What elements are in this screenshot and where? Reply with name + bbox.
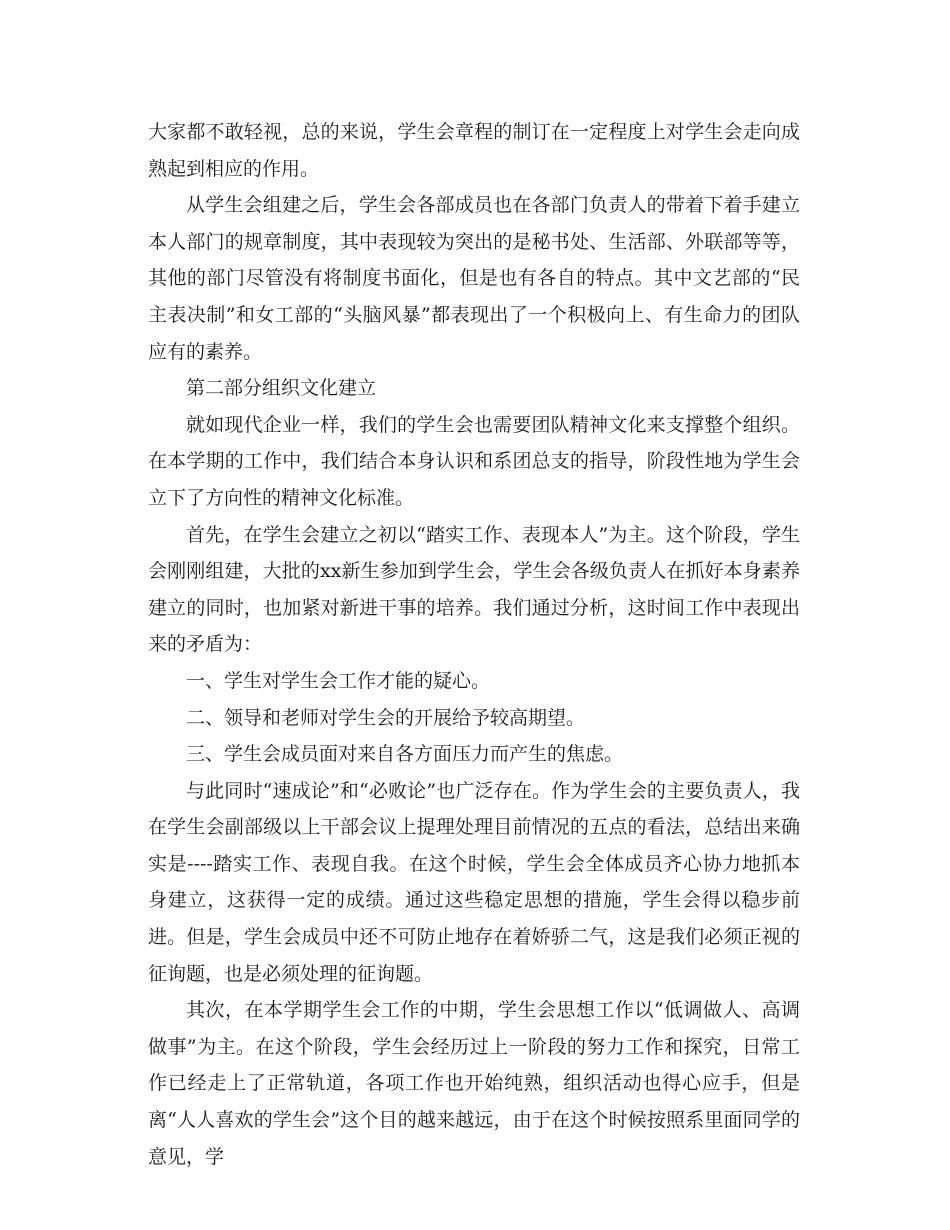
- document-body: [148, 114, 800, 1175]
- list-item-3: 三、学生会成员面对来自各方面压力而产生的焦虑。: [186, 743, 624, 766]
- paragraph-6: 其次，在本学期学生会工作的中期，学生会思想工作以“低调做人、高调做事”为主。在这个阶段，学生会经历过上一阶段的努力工作和探究，日常工作已经走上了正常轨道，各项工作也开始纯熟，组织活动也得心应手，但是离“人人喜欢的学生会”这个目的越来越远，由于在这个时候按照系里面同学的意见，学: [148, 999, 800, 1168]
- paragraph-2: 从学生会组建之后，学生会各部成员也在各部门负责人的带着下着手建立本人部门的规章制度，其中表现较为突出的是秘书处、生活部、外联部等等，其他的部门尽管没有将制度书面化，但是也有各自的特点。其中文艺部的“民主表决制”和女工部的“头脑风暴”都表现出了一个积极向上、有生命力的团队应有的素养。: [148, 194, 800, 363]
- paragraph-3: 就如现代企业一样，我们的学生会也需要团队精神文化来支撑整个组织。在本学期的工作中，我们结合本身认识和系团总支的指导，阶段性地为学生会立下了方向性的精神文化标准。: [148, 413, 800, 509]
- list-item-2: 二、领导和老师对学生会的开展给予较高期望。: [186, 706, 586, 729]
- paragraph-1: 大家都不敢轻视，总的来说，学生会章程的制订在一定程度上对学生会走向成熟起到相应的作用。: [148, 121, 800, 180]
- paragraph-5: 与此同时“速成论”和“必败论”也广泛存在。作为学生会的主要负责人，我在学生会副部级以上干部会议上提理处理目前情况的五点的看法，总结出来确实是----踏实工作、表现自我。在这个时候，学生会全体成员齐心协力地抓本身建立，这获得一定的成绩。通过这些稳定思想的措施，学生会得以稳步前进。但是，学生会成员中还不可防止地存在着娇骄二气，这是我们必须正视的征询题，也是必须处理的征询题。: [148, 779, 800, 985]
- paragraph-4: 首先，在学生会建立之初以“踏实工作、表现本人”为主。这个阶段，学生会刚刚组建，大批的xx新生参加到学生会，学生会各级负责人在抓好本身素养建立的同时，也加紧对新进干事的培养。我们通过分析，这时间工作中表现出来的矛盾为：: [148, 523, 800, 656]
- list-item-1: 一、学生对学生会工作才能的疑心。: [186, 669, 491, 692]
- section-heading: 第二部分组织文化建立: [186, 377, 377, 400]
